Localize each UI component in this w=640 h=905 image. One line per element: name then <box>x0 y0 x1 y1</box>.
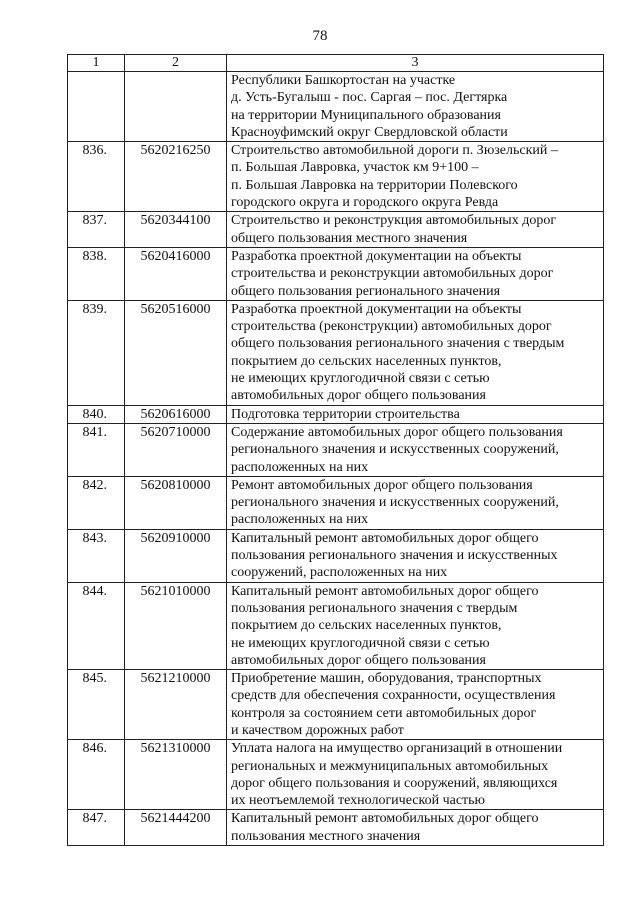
row-number <box>68 72 125 142</box>
row-number: 837. <box>68 212 125 248</box>
description-line: регионального значения и искусственных сооружений, <box>231 495 559 511</box>
description-line: расположенных на них <box>231 512 369 528</box>
description-line: регионального значения и искусственных сооружений, <box>231 442 559 458</box>
header-col-2: 2 <box>125 55 227 72</box>
row-number: 843. <box>68 529 125 582</box>
table-row <box>68 810 604 846</box>
description-line: контроля за состоянием сети автомобильных дорог <box>231 705 537 721</box>
row-description <box>227 810 604 846</box>
description-line: п. Большая Лавровка на территории Полевского <box>231 177 518 193</box>
description-line: дорог общего пользования и сооружений, являющихся <box>231 775 558 791</box>
table-row <box>68 212 604 248</box>
row-description <box>227 670 604 740</box>
row-description <box>227 72 604 142</box>
description-line: средств для обеспечения сохранности, осуществления <box>231 688 556 704</box>
description-line: Разработка проектной документации на объекты <box>231 301 522 317</box>
table-row <box>68 670 604 740</box>
row-code: 5621310000 <box>125 740 227 810</box>
table-row <box>68 72 604 142</box>
row-number: 839. <box>68 300 125 405</box>
row-number: 838. <box>68 247 125 300</box>
row-code: 5620416000 <box>125 247 227 300</box>
row-code: 5620710000 <box>125 423 227 476</box>
row-number: 845. <box>68 670 125 740</box>
table-row <box>68 529 604 582</box>
row-code: 5620616000 <box>125 405 227 423</box>
description-line: Уплата налога на имущество организаций в отношении <box>231 741 563 757</box>
row-number: 846. <box>68 740 125 810</box>
description-line: Содержание автомобильных дорог общего пользования <box>231 424 563 440</box>
description-line: Строительство автомобильной дороги п. Зюзельский – <box>231 143 558 159</box>
row-description <box>227 740 604 810</box>
description-line: расположенных на них <box>231 459 369 475</box>
description-line: Ремонт автомобильных дорог общего пользования <box>231 477 533 493</box>
row-code: 5620216250 <box>125 142 227 212</box>
table-row <box>68 740 604 810</box>
row-number: 840. <box>68 405 125 423</box>
description-line: пользования местного значения <box>231 828 421 844</box>
description-line: на территории Муниципального образования <box>231 107 501 123</box>
description-line: пользования регионального значения и искусственных <box>231 548 558 564</box>
row-number: 844. <box>68 582 125 669</box>
description-line: Строительство и реконструкция автомобильных дорог <box>231 213 557 229</box>
description-line: п. Большая Лавровка, участок км 9+100 – <box>231 160 479 176</box>
row-description <box>227 300 604 405</box>
table-row <box>68 582 604 669</box>
row-code: 5620344100 <box>125 212 227 248</box>
row-code: 5620810000 <box>125 476 227 529</box>
row-code: 5620516000 <box>125 300 227 405</box>
row-description <box>227 476 604 529</box>
description-line: их неотъемлемой технологической частью <box>231 793 486 809</box>
description-line: городского округа и городского округа Ревда <box>231 195 499 211</box>
row-code: 5621210000 <box>125 670 227 740</box>
table-row <box>68 247 604 300</box>
description-line: строительства и реконструкции автомобильных дорог <box>231 266 554 282</box>
description-line: покрытием до сельских населенных пунктов, <box>231 353 502 369</box>
description-line: общего пользования регионального значения с твердым <box>231 336 565 352</box>
table-row <box>68 423 604 476</box>
table-row <box>68 300 604 405</box>
row-description <box>227 582 604 669</box>
row-number: 836. <box>68 142 125 212</box>
description-line: покрытием до сельских населенных пунктов, <box>231 618 502 634</box>
description-line: Капитальный ремонт автомобильных дорог общего <box>231 583 539 599</box>
description-line: общего пользования местного значения <box>231 230 468 246</box>
table-row <box>68 476 604 529</box>
description-line: не имеющих круглогодичной связи с сетью <box>231 635 490 651</box>
row-description <box>227 212 604 248</box>
page-number: 78 <box>312 28 328 44</box>
row-description <box>227 247 604 300</box>
description-line: Капитальный ремонт автомобильных дорог общего <box>231 530 539 546</box>
description-line: строительства (реконструкции) автомобильных дорог <box>231 319 552 335</box>
row-number: 842. <box>68 476 125 529</box>
header-col-3: 3 <box>227 55 604 72</box>
description-line: пользования регионального значения с твердым <box>231 600 518 616</box>
description-line: автомобильных дорог общего пользования <box>231 652 486 668</box>
row-code <box>125 72 227 142</box>
table-row <box>68 142 604 212</box>
row-number: 841. <box>68 423 125 476</box>
row-code: 5621444200 <box>125 810 227 846</box>
header-col-1: 1 <box>68 55 125 72</box>
description-line: общего пользования регионального значения <box>231 283 501 299</box>
description-line: Красноуфимский округ Свердловской области <box>231 124 508 140</box>
budget-classification-table <box>67 54 604 846</box>
description-line: не имеющих круглогодичной связи с сетью <box>231 371 490 387</box>
description-line: Разработка проектной документации на объекты <box>231 248 522 264</box>
row-code: 5620910000 <box>125 529 227 582</box>
row-description <box>227 529 604 582</box>
table-body <box>68 72 604 846</box>
description-line: и качеством дорожных работ <box>231 722 404 738</box>
description-line: Приобретение машин, оборудования, транспортных <box>231 671 542 687</box>
row-description <box>227 142 604 212</box>
row-number: 847. <box>68 810 125 846</box>
description-line: Республики Башкортостан на участке <box>231 73 456 88</box>
header-row <box>68 55 604 72</box>
description-line: Капитальный ремонт автомобильных дорог общего <box>231 811 539 827</box>
description-line: региональных и межмуниципальных автомобильных <box>231 758 549 774</box>
row-description <box>227 423 604 476</box>
description-line: д. Усть-Бугалыш - пос. Саргая – пос. Дегтярка <box>231 90 508 106</box>
description-line: автомобильных дорог общего пользования <box>231 388 486 404</box>
row-description <box>227 405 604 423</box>
table-row <box>68 405 604 423</box>
description-line: сооружений, расположенных на них <box>231 565 448 581</box>
description-line: Подготовка территории строительства <box>231 406 460 422</box>
row-code: 5621010000 <box>125 582 227 669</box>
